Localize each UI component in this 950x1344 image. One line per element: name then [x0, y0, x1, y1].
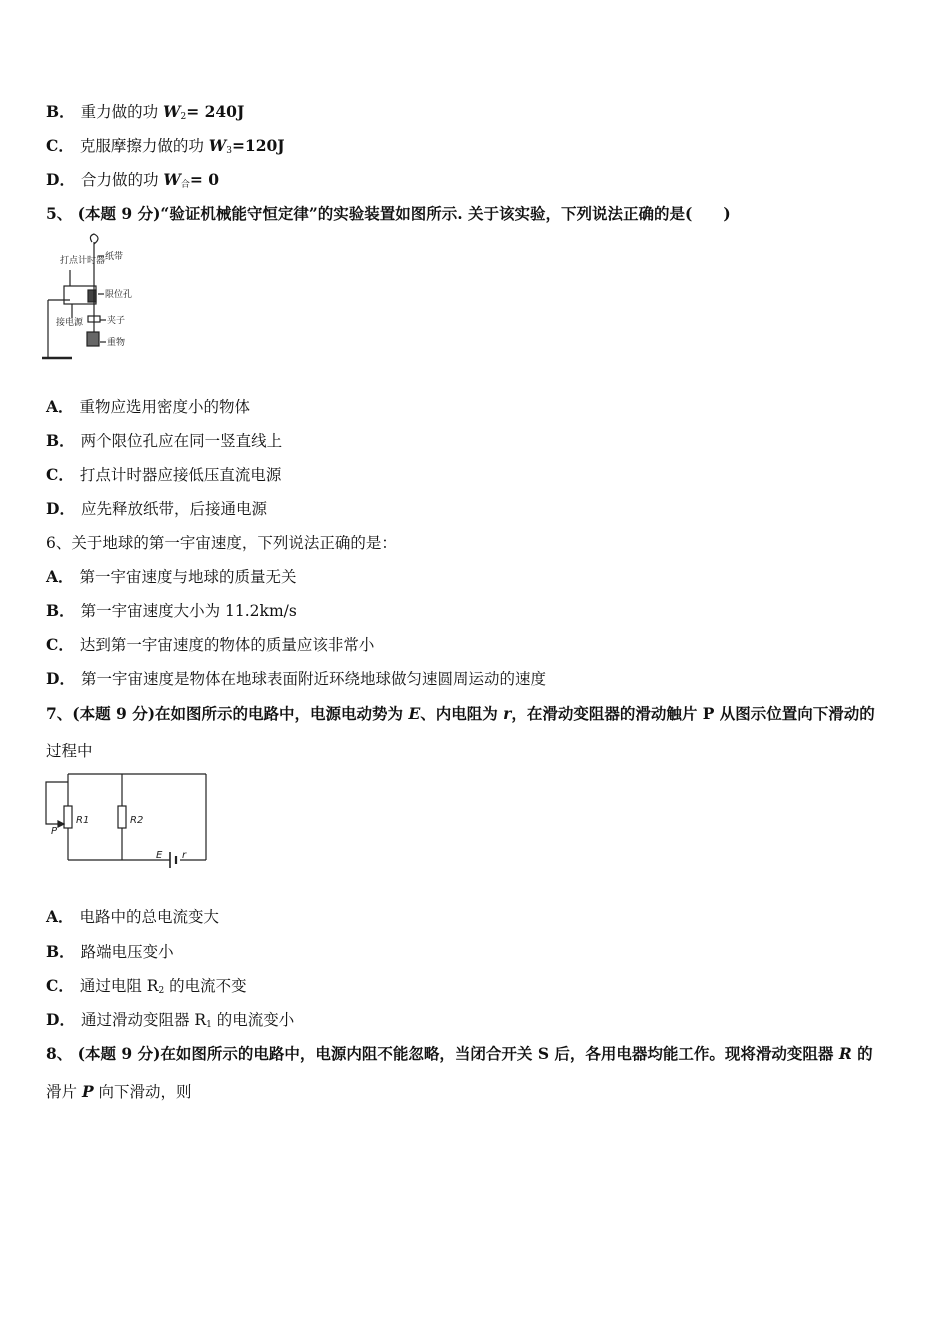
q7-circuit-figure [40, 770, 212, 870]
q4-option-d: D． 合力做的功 $W_合= 0$ [46, 170, 219, 190]
q7-stem-line2: 过程中 [46, 742, 93, 760]
tape-label: 纸带 [105, 252, 124, 262]
r2-label: R2 [130, 815, 144, 826]
weight [87, 332, 99, 346]
q5-option-c: C． 打点计时器应接低压直流电源 [46, 465, 282, 484]
q6-option-d: D． 第一宇宙速度是物体在地球表面附近环绕地球做匀速圆周运动的速度 [46, 669, 546, 688]
r1-label: R1 [76, 815, 90, 826]
timer-label: 打点计时器 [60, 256, 106, 266]
q7-option-d: D． 通过滑动变阻器 $R_1$ 的电流变小 [46, 1010, 295, 1030]
q7-option-a: A． 电路中的总电流变大 [46, 907, 220, 926]
q4-option-c: C． 克服摩擦力做的功 $W_3=120J$ [46, 136, 285, 156]
q5-option-a: A． 重物应选用密度小的物体 [46, 397, 251, 416]
q7-option-b: B． 路端电压变小 [46, 942, 174, 961]
q8-stem: 8、 (本题 9 分)在如图所示的电路中，电源内阻不能忽略，当闭合开关 S 后，各用电器均能工作。现将滑动变阻器 R 的 [46, 1044, 873, 1063]
r-label: r [182, 850, 187, 861]
slider-arrow [58, 821, 64, 827]
q8-stem-line2: 滑片 P 向下滑动，则 [46, 1082, 192, 1101]
q6-option-a: A． 第一宇宙速度与地球的质量无关 [46, 567, 297, 586]
q5-option-d: D． 应先释放纸带，后接通电源 [46, 499, 267, 518]
q6-stem: 6、关于地球的第一宇宙速度，下列说法正确的是： [46, 534, 397, 552]
q6-option-b: B． 第一宇宙速度大小为 11.2km/s [46, 601, 297, 620]
r2-resistor [118, 806, 126, 828]
p-label: P [51, 826, 58, 837]
limit-hole [88, 290, 96, 302]
q4-option-b: B． 重力做的功 $W_2= 240J$ [46, 102, 245, 122]
e-label: E [156, 850, 163, 861]
q6-option-c: C． 达到第一宇宙速度的物体的质量应该非常小 [46, 635, 375, 654]
r1-resistor [64, 806, 72, 828]
weight-label: 重物 [107, 338, 126, 348]
slider-wire [46, 782, 68, 824]
q5-stem: 5、 (本题 9 分)“验证机械能守恒定律”的实验装置如图所示. 关于该实验，下列说法正确的是( ) [46, 204, 731, 223]
clip-label: 夹子 [107, 316, 126, 326]
q5-apparatus-figure [42, 232, 142, 367]
q7-option-c: C． 通过电阻 $R_2$ 的电流不变 [46, 976, 247, 996]
q7-stem: 7、(本题 9 分)在如图所示的电路中，电源电动势为 E、内电阻为 r，在滑动变阻器的滑动触片 P 从图示位置向下滑动的 [46, 704, 875, 723]
q5-option-b: B． 两个限位孔应在同一竖直线上 [46, 431, 283, 450]
hole-label: 限位孔 [105, 290, 133, 300]
power-label: 接电源 [56, 318, 84, 328]
